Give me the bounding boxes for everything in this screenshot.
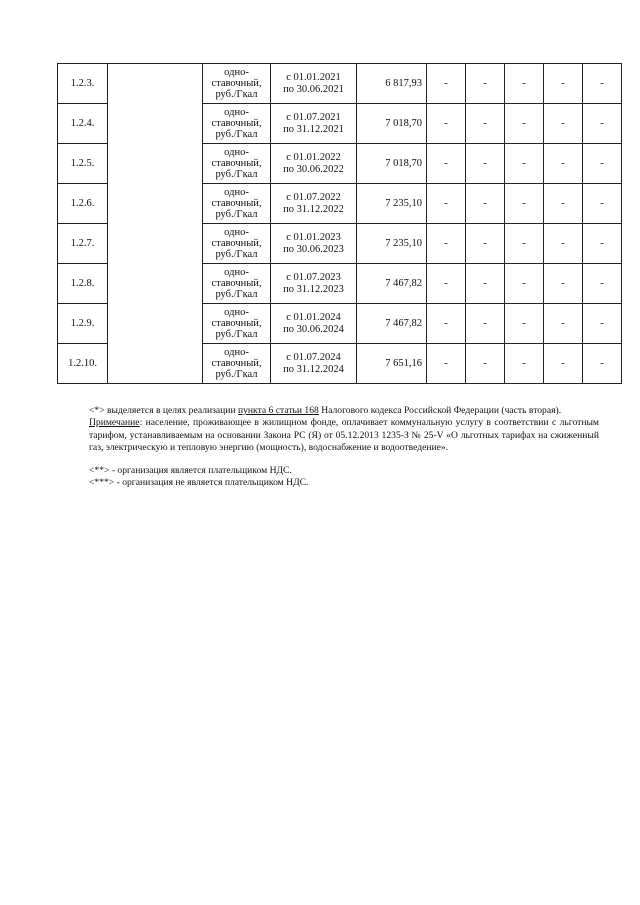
empty-cell: - bbox=[544, 64, 583, 104]
period-to: по 31.12.2022 bbox=[283, 203, 344, 215]
tariff-unit bbox=[203, 144, 271, 184]
tariff-unit bbox=[203, 224, 271, 264]
tariff-value: 7 467,82 bbox=[357, 304, 427, 344]
empty-cell: - bbox=[505, 304, 544, 344]
tariff-period bbox=[271, 304, 357, 344]
period-from: с 01.07.2024 bbox=[286, 352, 341, 363]
tariff-unit bbox=[203, 264, 271, 304]
tariff-unit-line: одно- bbox=[224, 147, 249, 158]
tariff-unit-line: ставочный, bbox=[211, 158, 262, 169]
empty-cell: - bbox=[583, 144, 622, 184]
empty-cell: - bbox=[583, 264, 622, 304]
empty-cell: - bbox=[583, 344, 622, 384]
tariff-unit-line: одно- bbox=[224, 67, 249, 78]
footnote-not-vat-payer: <***> - организация не является плательщиком НДС. bbox=[89, 477, 309, 489]
tariff-unit-line: одно- bbox=[224, 307, 249, 318]
empty-cell: - bbox=[544, 144, 583, 184]
empty-cell: - bbox=[427, 264, 466, 304]
remark bbox=[89, 417, 599, 454]
row-number: 1.2.9. bbox=[58, 304, 108, 344]
tariff-unit bbox=[203, 104, 271, 144]
empty-cell: - bbox=[427, 104, 466, 144]
row-number: 1.2.5. bbox=[58, 144, 108, 184]
empty-cell: - bbox=[583, 304, 622, 344]
tariff-value: 7 235,10 bbox=[357, 184, 427, 224]
tariff-value: 7 467,82 bbox=[357, 264, 427, 304]
tariff-unit-line: одно- bbox=[224, 187, 249, 198]
tariff-unit-line: руб./Гкал bbox=[215, 89, 258, 100]
tariff-unit-line: ставочный, bbox=[211, 198, 262, 209]
row-number: 1.2.6. bbox=[58, 184, 108, 224]
tariff-unit-line: руб./Гкал bbox=[215, 289, 258, 300]
period-from: с 01.01.2022 bbox=[286, 152, 341, 163]
empty-cell: - bbox=[427, 304, 466, 344]
tariff-table bbox=[57, 63, 622, 384]
empty-cell: - bbox=[505, 104, 544, 144]
empty-cell: - bbox=[466, 344, 505, 384]
footnote-vat-basis-tail: Налогового кодекса Российской Федерации (часть вторая). bbox=[318, 405, 562, 416]
empty-cell: - bbox=[466, 144, 505, 184]
tariff-unit-line: ставочный, bbox=[211, 118, 262, 129]
empty-cell: - bbox=[583, 104, 622, 144]
empty-cell: - bbox=[466, 304, 505, 344]
tariff-unit bbox=[203, 184, 271, 224]
row-number: 1.2.8. bbox=[58, 264, 108, 304]
empty-cell: - bbox=[427, 344, 466, 384]
empty-cell: - bbox=[544, 304, 583, 344]
tariff-unit-line: ставочный, bbox=[211, 278, 262, 289]
tariff-unit-line: руб./Гкал bbox=[215, 209, 258, 220]
footnote-vat-payer: <**> - организация является плательщиком НДС. bbox=[89, 465, 292, 477]
tariff-unit bbox=[203, 344, 271, 384]
tariff-unit-line: руб./Гкал bbox=[215, 129, 258, 140]
table-row bbox=[58, 64, 622, 104]
empty-cell: - bbox=[505, 264, 544, 304]
tariff-value: 6 817,93 bbox=[357, 64, 427, 104]
empty-cell: - bbox=[544, 104, 583, 144]
tariff-period bbox=[271, 344, 357, 384]
period-to: по 31.12.2023 bbox=[283, 283, 344, 295]
footnote-vat-basis-text: <*> выделяется в целях реализации bbox=[89, 405, 238, 416]
tariff-period bbox=[271, 104, 357, 144]
empty-cell: - bbox=[544, 344, 583, 384]
empty-cell: - bbox=[505, 144, 544, 184]
tariff-value: 7 018,70 bbox=[357, 144, 427, 184]
tariff-table-body bbox=[58, 64, 622, 384]
empty-cell: - bbox=[544, 264, 583, 304]
tariff-value: 7 235,10 bbox=[357, 224, 427, 264]
period-to: по 30.06.2022 bbox=[283, 163, 344, 175]
period-to: по 30.06.2024 bbox=[283, 323, 344, 335]
period-from: с 01.01.2024 bbox=[286, 312, 341, 323]
empty-cell: - bbox=[505, 64, 544, 104]
row-number: 1.2.10. bbox=[58, 344, 108, 384]
empty-cell: - bbox=[466, 64, 505, 104]
row-number: 1.2.7. bbox=[58, 224, 108, 264]
empty-cell: - bbox=[583, 184, 622, 224]
empty-cell: - bbox=[427, 64, 466, 104]
tariff-unit-line: одно- bbox=[224, 227, 249, 238]
period-from: с 01.01.2023 bbox=[286, 232, 341, 243]
footnotes bbox=[89, 405, 599, 490]
tariff-period bbox=[271, 264, 357, 304]
tariff-unit-line: ставочный, bbox=[211, 358, 262, 369]
tariff-unit-line: руб./Гкал bbox=[215, 329, 258, 340]
empty-cell: - bbox=[583, 64, 622, 104]
remark-text: : население, проживающее в жилищном фонде, оплачивает коммунальную услугу в соответствии с льготным тарифом, устанавливаемым на основании Закона РС (Я) от 05.12.2013 1235-З № 25-V «О льготных тарифах на сжиженный газ, электрическую и тепловую энергию (мощность), водоснабжение и водоотведение». bbox=[89, 417, 599, 453]
footnote-vat-basis bbox=[89, 405, 599, 417]
tariff-unit-line: одно- bbox=[224, 267, 249, 278]
tariff-unit-line: руб./Гкал bbox=[215, 249, 258, 260]
period-to: по 31.12.2024 bbox=[283, 363, 344, 375]
tariff-unit bbox=[203, 304, 271, 344]
period-from: с 01.07.2021 bbox=[286, 112, 341, 123]
empty-cell: - bbox=[505, 224, 544, 264]
period-from: с 01.07.2023 bbox=[286, 272, 341, 283]
empty-cell: - bbox=[544, 224, 583, 264]
tariff-period bbox=[271, 184, 357, 224]
period-to: по 31.12.2021 bbox=[283, 123, 344, 135]
tariff-unit-line: ставочный, bbox=[211, 78, 262, 89]
tariff-period bbox=[271, 64, 357, 104]
period-to: по 30.06.2021 bbox=[283, 83, 344, 95]
empty-cell: - bbox=[427, 184, 466, 224]
empty-cell: - bbox=[466, 184, 505, 224]
period-to: по 30.06.2023 bbox=[283, 243, 344, 255]
tariff-unit-line: руб./Гкал bbox=[215, 369, 258, 380]
tariff-unit-line: одно- bbox=[224, 107, 249, 118]
period-from: с 01.01.2021 bbox=[286, 72, 341, 83]
tariff-unit-line: ставочный, bbox=[211, 238, 262, 249]
empty-cell: - bbox=[466, 104, 505, 144]
empty-cell: - bbox=[427, 144, 466, 184]
tariff-value: 7 018,70 bbox=[357, 104, 427, 144]
tariff-unit bbox=[203, 64, 271, 104]
empty-cell: - bbox=[427, 224, 466, 264]
remark-label: Примечание bbox=[89, 417, 140, 429]
empty-cell: - bbox=[505, 344, 544, 384]
row-number: 1.2.4. bbox=[58, 104, 108, 144]
empty-cell: - bbox=[583, 224, 622, 264]
tariff-value: 7 651,16 bbox=[357, 344, 427, 384]
tariff-unit-line: одно- bbox=[224, 347, 249, 358]
group-cell bbox=[108, 64, 203, 384]
empty-cell: - bbox=[466, 224, 505, 264]
row-number: 1.2.3. bbox=[58, 64, 108, 104]
empty-cell: - bbox=[466, 264, 505, 304]
empty-cell: - bbox=[544, 184, 583, 224]
tax-code-reference-link[interactable]: пункта 6 статьи 168 bbox=[237, 405, 319, 416]
tariff-period bbox=[271, 224, 357, 264]
tariff-unit-line: ставочный, bbox=[211, 318, 262, 329]
empty-cell: - bbox=[505, 184, 544, 224]
tariff-period bbox=[271, 144, 357, 184]
tariff-unit-line: руб./Гкал bbox=[215, 169, 258, 180]
period-from: с 01.07.2022 bbox=[286, 192, 341, 203]
